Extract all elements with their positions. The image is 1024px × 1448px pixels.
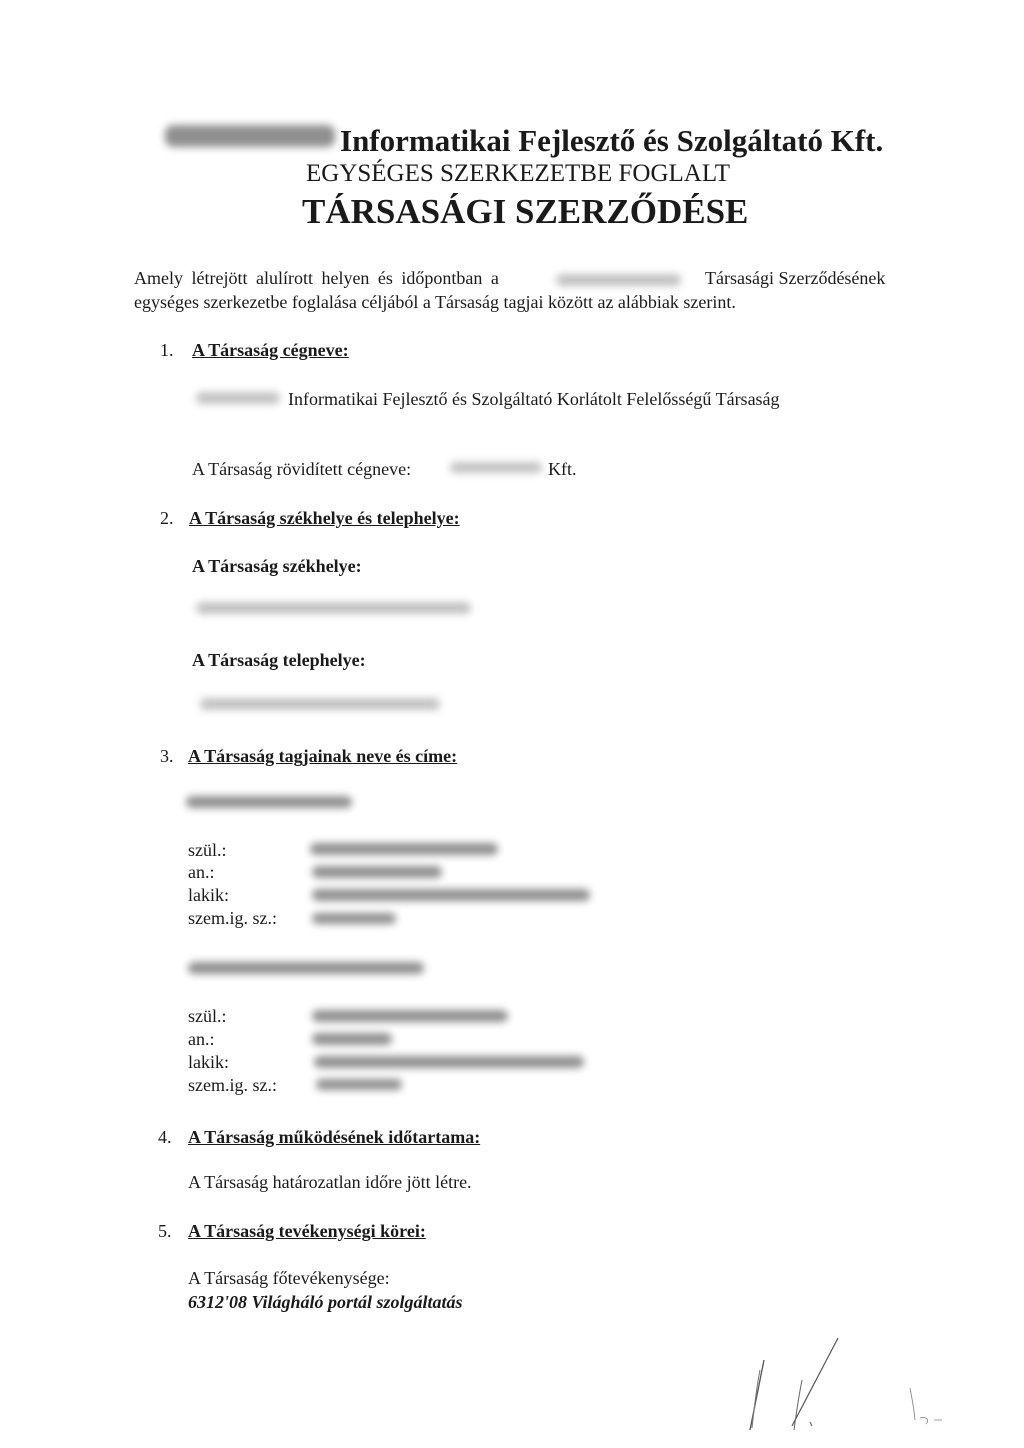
redacted-member2-address bbox=[314, 1056, 584, 1068]
section4-heading: A Társaság működésének időtartama: bbox=[188, 1127, 481, 1147]
section3-heading: A Társaság tagjainak neve és címe: bbox=[188, 746, 458, 766]
section4-number: 4. bbox=[158, 1127, 172, 1147]
redacted-company-prefix bbox=[165, 125, 335, 147]
member2-id-label: szem.ig. sz.: bbox=[188, 1075, 277, 1095]
short-name-label: A Társaság rövidített cégneve: bbox=[192, 459, 412, 479]
redacted-full-name-prefix bbox=[196, 392, 280, 404]
document-title: TÁRSASÁGI SZERZŐDÉSE bbox=[302, 192, 749, 231]
member1-address-label: lakik: bbox=[188, 885, 229, 905]
site-label: A Társaság telephelye: bbox=[192, 650, 366, 670]
member1-mother-label: an.: bbox=[188, 862, 215, 882]
duration-text: A Társaság határozatlan időre jött létre. bbox=[188, 1172, 472, 1192]
redacted-member1-id bbox=[312, 913, 396, 924]
redacted-member1-mother bbox=[312, 866, 442, 878]
section3-number: 3. bbox=[160, 746, 174, 766]
redacted-member1-born bbox=[310, 843, 498, 855]
member2-address-label: lakik: bbox=[188, 1052, 229, 1072]
company-full-name: Informatikai Fejlesztő és Szolgáltató Korlátolt Felelősségű Társaság bbox=[288, 389, 780, 409]
redacted-short-name bbox=[450, 462, 542, 473]
redacted-member1-name bbox=[186, 796, 352, 808]
redacted-member2-name bbox=[188, 962, 424, 974]
section2-heading: A Társaság székhelye és telephelye: bbox=[189, 508, 460, 528]
intro-text-line2: egységes szerkezetbe foglalása céljából a Társaság tagjai között az alábbiak szerint. bbox=[134, 292, 736, 312]
section2-number: 2. bbox=[160, 508, 174, 528]
redacted-member2-id bbox=[316, 1079, 402, 1090]
main-activity-label: A Társaság főtevékenysége: bbox=[188, 1268, 390, 1288]
redacted-seat-address bbox=[196, 602, 471, 614]
short-name-suffix: Kft. bbox=[548, 459, 577, 479]
member1-born-label: szül.: bbox=[188, 840, 227, 860]
member1-id-label: szem.ig. sz.: bbox=[188, 908, 277, 928]
intro-text-part2: Társasági Szerződésének bbox=[705, 268, 886, 288]
section1-heading: A Társaság cégneve: bbox=[192, 340, 349, 360]
member2-mother-label: an.: bbox=[188, 1029, 215, 1049]
redacted-member2-born bbox=[312, 1010, 508, 1022]
intro-text-part1: Amely létrejött alulírott helyen és időpontban a bbox=[134, 268, 499, 288]
section5-heading: A Társaság tevékenységi körei: bbox=[188, 1221, 426, 1241]
member2-born-label: szül.: bbox=[188, 1006, 227, 1026]
handwritten-initials bbox=[730, 1330, 970, 1440]
company-line: Informatikai Fejlesztő és Szolgáltató Kft. bbox=[340, 123, 884, 158]
main-activity: 6312'08 Világháló portál szolgáltatás bbox=[188, 1292, 463, 1312]
seat-label: A Társaság székhelye: bbox=[192, 556, 362, 576]
redacted-member1-address bbox=[312, 889, 590, 901]
document-subtitle: EGYSÉGES SZERKEZETBE FOGLALT bbox=[306, 160, 731, 187]
redacted-member2-mother bbox=[312, 1033, 392, 1045]
section1-number: 1. bbox=[160, 340, 174, 360]
section5-number: 5. bbox=[158, 1221, 172, 1241]
redacted-company-intro bbox=[556, 274, 681, 286]
redacted-site-address bbox=[200, 698, 440, 710]
